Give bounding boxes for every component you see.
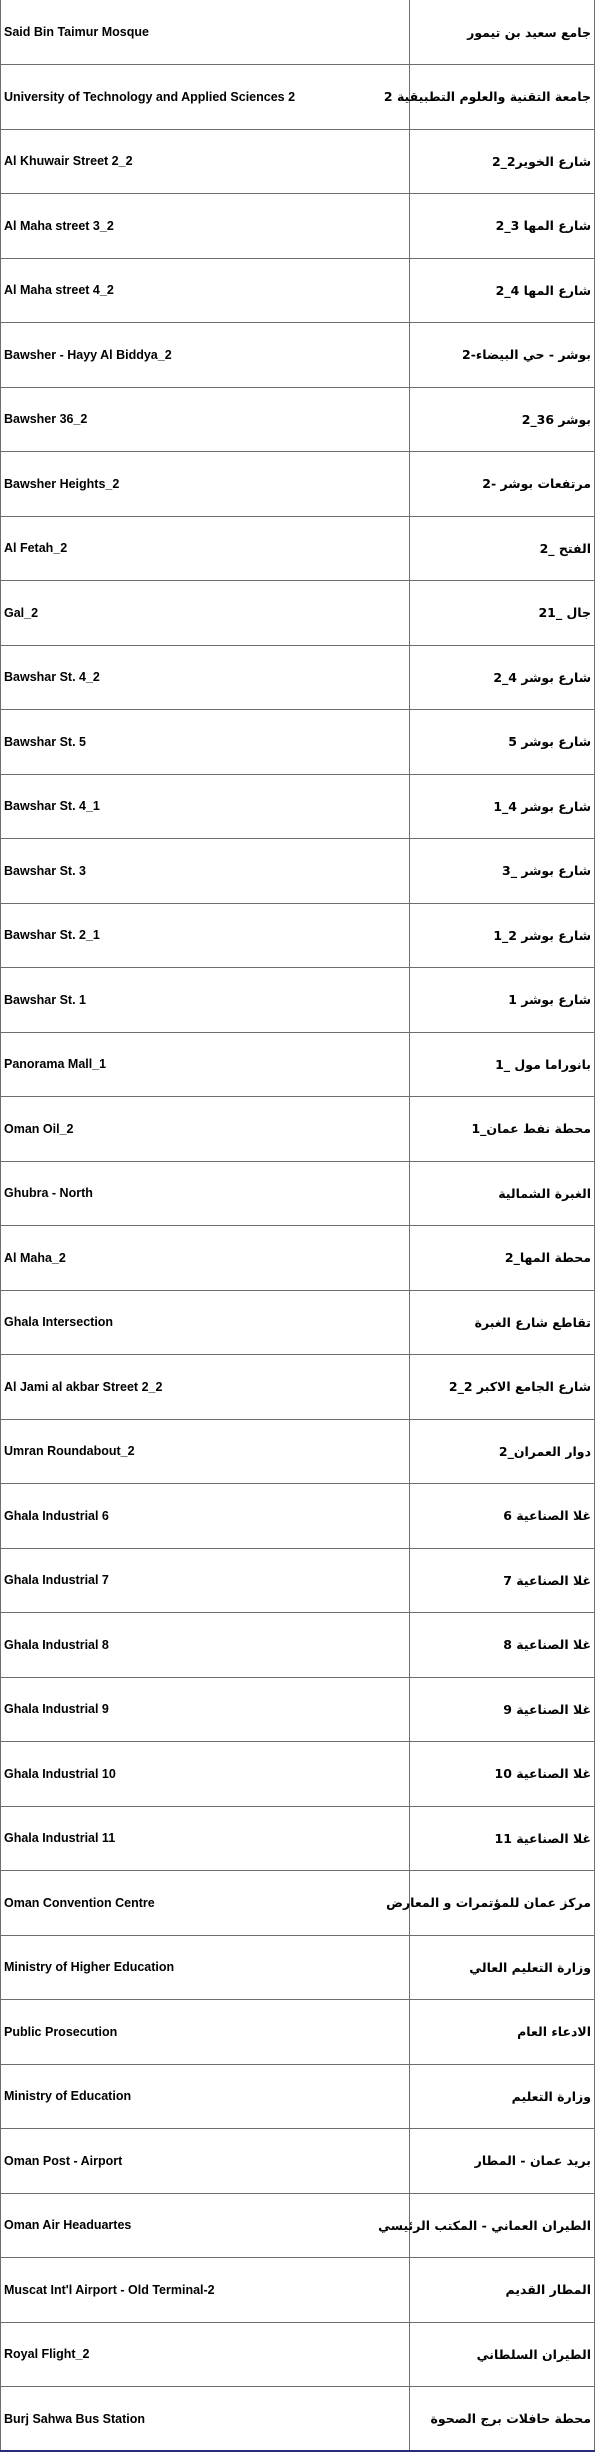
table-row [1,1677,595,1742]
table-row [1,323,595,388]
stop-name-english: Oman Oil_2 [1,1097,410,1162]
stop-name-english: Panorama Mall_1 [1,1032,410,1097]
stop-name-english: Ghala Industrial 11 [1,1806,410,1871]
stop-name-english: Bawshar St. 2_1 [1,903,410,968]
table-row [1,1548,595,1613]
stop-name-english: Al Maha street 4_2 [1,258,410,323]
table-row [1,194,595,259]
stop-name-english: Muscat Int'l Airport - Old Terminal-2 [1,2258,410,2323]
table-row [1,258,595,323]
table-row [1,968,595,1033]
stop-name-english: Burj Sahwa Bus Station [1,2387,410,2452]
stop-name-arabic: الغبرة الشمالية [410,1161,595,1226]
table-row [1,452,595,517]
table-row [1,1419,595,1484]
stop-name-arabic: محطة نفط عمان_1 [410,1097,595,1162]
table-row [1,1226,595,1291]
table-row [1,1742,595,1807]
table-row [1,65,595,130]
stop-name-arabic: شارع بوشر 4_2 [410,645,595,710]
stop-name-arabic: غلا الصناعية 11 [410,1806,595,1871]
table-row [1,129,595,194]
stop-name-english: Bawsher - Hayy Al Biddya_2 [1,323,410,388]
stop-name-arabic: محطة المها_2 [410,1226,595,1291]
table-row [1,516,595,581]
stop-name-english: Ghala Industrial 6 [1,1484,410,1549]
stop-name-arabic: وزارة التعليم العالي [410,1935,595,2000]
stop-name-arabic: محطة حافلات برج الصحوة [410,2387,595,2452]
stop-name-english: Al Jami al akbar Street 2_2 [1,1355,410,1420]
table-row [1,903,595,968]
stop-name-english: Oman Air Headuartes [1,2193,410,2258]
stop-name-arabic: بوشر 36_2 [410,387,595,452]
stop-name-english: Bawshar St. 4_2 [1,645,410,710]
stop-name-arabic: شارع بوشر _3 [410,839,595,904]
stop-name-english: Ghala Industrial 7 [1,1548,410,1613]
stop-name-english: Bawshar St. 3 [1,839,410,904]
stop-name-arabic: شارع بوشر 1 [410,968,595,1033]
table-row [1,581,595,646]
stop-name-arabic: غلا الصناعية 9 [410,1677,595,1742]
table-row [1,2387,595,2452]
stop-name-arabic: بوشر - حي البيضاء-2 [410,323,595,388]
stop-name-arabic: الادعاء العام [410,2000,595,2065]
table-row [1,387,595,452]
stop-name-english: Public Prosecution [1,2000,410,2065]
stop-name-arabic: تقاطع شارع الغبرة [410,1290,595,1355]
table-row [1,0,595,65]
table-row [1,1935,595,2000]
bus-stops-table-body [1,0,595,2451]
table-row [1,2193,595,2258]
stop-name-arabic: الفتح _2 [410,516,595,581]
table-row [1,710,595,775]
stop-name-english: University of Technology and Applied Sciences 2 [1,65,410,130]
stop-name-english: Royal Flight_2 [1,2322,410,2387]
stop-name-english: Al Khuwair Street 2_2 [1,129,410,194]
table-row [1,1097,595,1162]
table-row [1,2322,595,2387]
stop-name-english: Umran Roundabout_2 [1,1419,410,1484]
stop-name-arabic: غلا الصناعية 10 [410,1742,595,1807]
stop-name-english: Bawshar St. 5 [1,710,410,775]
stop-name-english: Al Maha street 3_2 [1,194,410,259]
table-row [1,2064,595,2129]
table-row [1,839,595,904]
stop-name-arabic: جامعة التقنية والعلوم التطبيقية 2 [410,65,595,130]
stop-name-arabic: دوار العمران_2 [410,1419,595,1484]
stop-name-arabic: شارع بوشر 2_1 [410,903,595,968]
table-row [1,2258,595,2323]
stop-name-arabic: شارع الخوير2_2 [410,129,595,194]
stop-name-arabic: شارع بوشر 5 [410,710,595,775]
stop-name-arabic: بانوراما مول _1 [410,1032,595,1097]
stop-name-english: Ghala Intersection [1,1290,410,1355]
table-row [1,1484,595,1549]
stop-name-arabic: مركز عمان للمؤتمرات و المعارض [410,1871,595,1936]
stop-name-arabic: وزارة التعليم [410,2064,595,2129]
stop-name-english: Al Fetah_2 [1,516,410,581]
stop-name-arabic: المطار القديم [410,2258,595,2323]
stop-name-arabic: شارع المها 4_2 [410,258,595,323]
stop-name-arabic: شارع المها 3_2 [410,194,595,259]
stop-name-english: Said Bin Taimur Mosque [1,0,410,65]
stop-name-english: Bawshar St. 4_1 [1,774,410,839]
table-row [1,2129,595,2194]
stop-name-arabic: شارع بوشر 4_1 [410,774,595,839]
table-row [1,774,595,839]
stop-name-english: Bawsher Heights_2 [1,452,410,517]
stop-name-english: Oman Convention Centre [1,1871,410,1936]
table-row [1,1871,595,1936]
stop-name-english: Ghubra - North [1,1161,410,1226]
stop-name-english: Ghala Industrial 10 [1,1742,410,1807]
stop-name-arabic: الطيران السلطاني [410,2322,595,2387]
stop-name-english: Ghala Industrial 8 [1,1613,410,1678]
table-row [1,1806,595,1871]
stop-name-english: Al Maha_2 [1,1226,410,1291]
table-row [1,1355,595,1420]
stop-name-arabic: جامع سعيد بن تيمور [467,24,591,40]
table-row [1,1613,595,1678]
stop-name-arabic: جال _21 [410,581,595,646]
stop-name-english: Bawsher 36_2 [1,387,410,452]
stop-name-english: Oman Post - Airport [1,2129,410,2194]
stop-name-arabic: مرتفعات بوشر -2 [410,452,595,517]
stop-name-arabic: غلا الصناعية 8 [410,1613,595,1678]
table-row [1,1290,595,1355]
stop-name-arabic: شارع الجامع الاكبر 2_2 [410,1355,595,1420]
stop-name-english: Bawshar St. 1 [1,968,410,1033]
stop-name-arabic: غلا الصناعية 6 [410,1484,595,1549]
table-row [1,2000,595,2065]
stop-name-arabic: الطيران العماني - المكتب الرئيسي [410,2193,595,2258]
stop-name-english: Ghala Industrial 9 [1,1677,410,1742]
table-row [1,1032,595,1097]
stop-name-arabic: غلا الصناعية 7 [410,1548,595,1613]
table-row [1,645,595,710]
stop-name-arabic: بريد عمان - المطار [410,2129,595,2194]
stop-name-english: Ministry of Higher Education [1,1935,410,2000]
stop-name-english: Gal_2 [1,581,410,646]
table-row [1,1161,595,1226]
stop-name-english: Ministry of Education [1,2064,410,2129]
